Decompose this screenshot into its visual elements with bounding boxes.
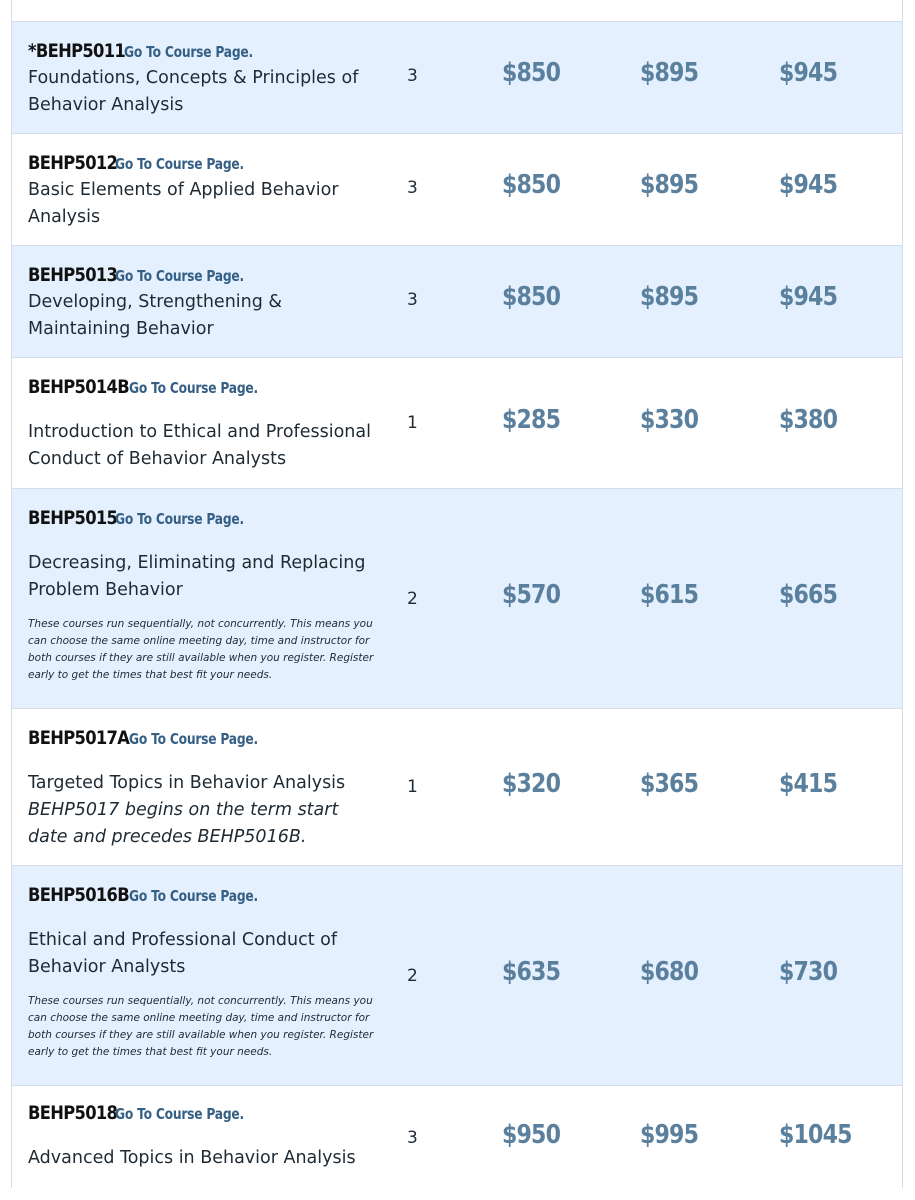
course-title: Decreasing, Eliminating and Replacing Problem Behavior — [28, 553, 366, 600]
price-1: $950 — [502, 1120, 561, 1150]
table-row — [12, 22, 902, 134]
course-note: BEHP5017 begins on the term start date and precedes BEHP5016B. — [28, 800, 339, 847]
course-code: BEHP5013 — [28, 264, 118, 286]
price-3: $665 — [779, 580, 838, 610]
price-2: $365 — [640, 769, 699, 799]
price-1: $285 — [502, 405, 561, 435]
price-2: $330 — [640, 405, 699, 435]
table-row — [12, 1086, 902, 1188]
credits: 3 — [407, 66, 418, 86]
price-3: $945 — [779, 282, 838, 312]
course-code: *BEHP5011 — [28, 40, 126, 62]
credits: 3 — [407, 178, 418, 198]
course-cell — [28, 374, 378, 473]
price-2: $895 — [640, 170, 699, 200]
course-note: These courses run sequentially, not concurrently. This means you can choose the same online meeting day, time and instructor for both courses if they are still available when you register. Register early to get the times that best fit your needs. — [28, 618, 374, 681]
table-row — [12, 246, 902, 358]
course-code: BEHP5017A — [28, 727, 130, 749]
price-3: $730 — [779, 957, 838, 987]
price-1: $320 — [502, 769, 561, 799]
course-title: Targeted Topics in Behavior Analysis — [28, 773, 346, 793]
price-3: $945 — [779, 58, 838, 88]
course-cell — [28, 1100, 378, 1172]
course-cell — [28, 38, 378, 119]
course-page-link[interactable]: Go To Course Page. — [128, 887, 258, 905]
price-2: $895 — [640, 282, 699, 312]
table-row — [12, 709, 902, 866]
credits: 3 — [407, 290, 418, 310]
course-page-link[interactable]: Go To Course Page. — [124, 43, 253, 61]
course-page-link[interactable]: Go To Course Page. — [128, 379, 258, 397]
price-2: $615 — [640, 580, 699, 610]
price-1: $850 — [502, 58, 561, 88]
price-2: $895 — [640, 58, 699, 88]
credits: 3 — [407, 1128, 418, 1148]
price-1: $850 — [502, 282, 561, 312]
price-1: $570 — [502, 580, 561, 610]
table-row — [12, 134, 902, 246]
course-code: BEHP5015 — [28, 507, 118, 529]
price-1: $850 — [502, 170, 561, 200]
course-page-link[interactable]: Go To Course Page. — [128, 730, 258, 748]
price-3: $945 — [779, 170, 838, 200]
price-3: $415 — [779, 769, 838, 799]
course-title: Foundations, Concepts & Principles of Behavior Analysis — [28, 68, 359, 115]
course-cell — [28, 150, 378, 231]
course-cell — [28, 882, 378, 1061]
credits: 2 — [407, 966, 418, 986]
credits: 2 — [407, 589, 418, 609]
table-row — [12, 358, 902, 489]
course-page-link[interactable]: Go To Course Page. — [114, 510, 244, 528]
course-page-link[interactable]: Go To Course Page. — [114, 267, 244, 285]
course-title: Ethical and Professional Conduct of Behavior Analysts — [28, 930, 337, 977]
course-title: Advanced Topics in Behavior Analysis — [28, 1148, 356, 1168]
credits: 1 — [407, 413, 418, 433]
table-top-row — [12, 0, 902, 22]
course-code: BEHP5018 — [28, 1102, 118, 1124]
course-title: Basic Elements of Applied Behavior Analysis — [28, 180, 339, 227]
price-3: $1045 — [779, 1120, 852, 1150]
table-row — [12, 866, 902, 1086]
course-page-link[interactable]: Go To Course Page. — [114, 155, 244, 173]
price-3: $380 — [779, 405, 838, 435]
course-page-link[interactable]: Go To Course Page. — [114, 1105, 244, 1123]
course-cell — [28, 262, 378, 343]
course-code: BEHP5012 — [28, 152, 118, 174]
course-title: Developing, Strengthening & Maintaining Behavior — [28, 292, 283, 339]
price-2: $680 — [640, 957, 699, 987]
price-1: $635 — [502, 957, 561, 987]
course-code: BEHP5014B — [28, 376, 130, 398]
course-pricing-table — [11, 0, 903, 1188]
course-note: These courses run sequentially, not concurrently. This means you can choose the same online meeting day, time and instructor for both courses if they are still available when you register. Register early to get the times that best fit your needs. — [28, 995, 374, 1058]
course-title: Introduction to Ethical and Professional Conduct of Behavior Analysts — [28, 422, 371, 469]
course-code: BEHP5016B — [28, 884, 130, 906]
course-cell — [28, 725, 378, 851]
credits: 1 — [407, 777, 418, 797]
price-2: $995 — [640, 1120, 699, 1150]
course-cell — [28, 505, 378, 684]
table-row — [12, 489, 902, 709]
